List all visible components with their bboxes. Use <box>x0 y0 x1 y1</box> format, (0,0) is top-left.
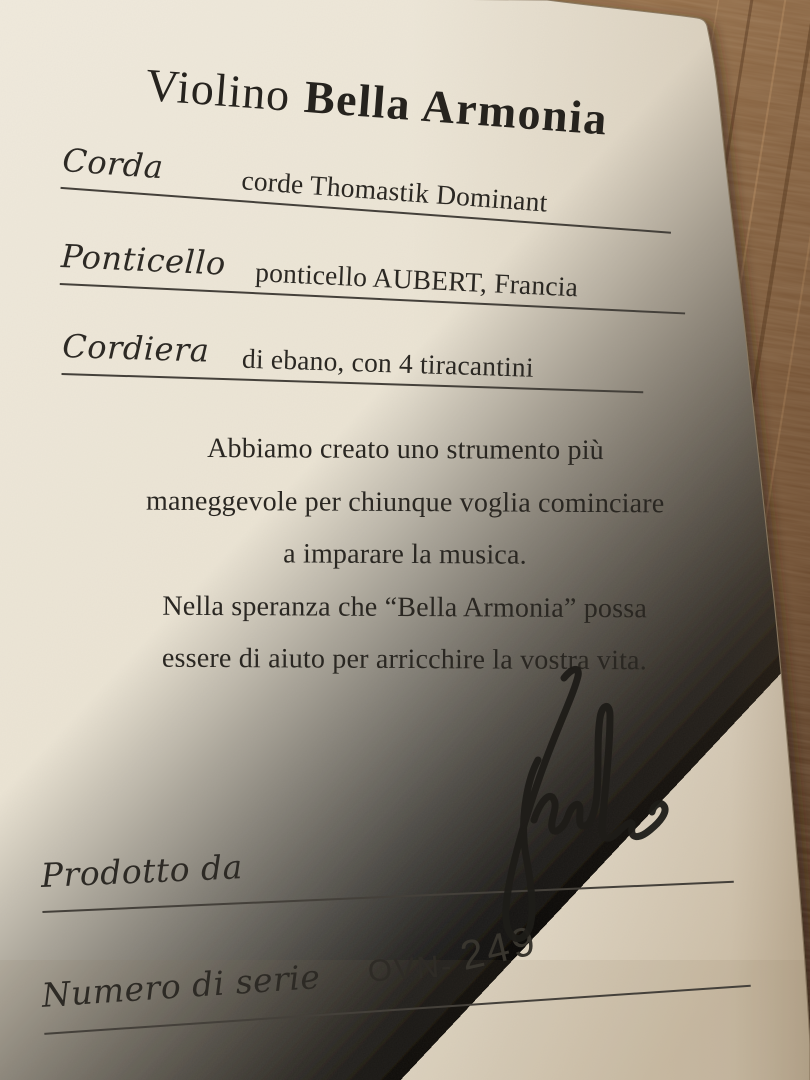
paragraph-line: a imparare la musica. <box>283 538 527 571</box>
field-label-prodotto-da: Prodotto da <box>40 847 244 895</box>
paragraph-line: essere di aiuto per arricchire la vostra vita. <box>161 642 648 677</box>
signature-ink <box>468 660 720 956</box>
field-value-corda: corde Thomastik Dominant <box>240 164 549 218</box>
paragraph-line: Nella speranza che “Bella Armonia” possa <box>162 590 648 624</box>
field-label-corda: Corda <box>61 141 165 187</box>
title-brand: Bella Armonia <box>302 70 610 145</box>
title-instrument: Violino <box>144 58 293 121</box>
field-label-numero-di-serie: Numero di serie <box>40 957 322 1015</box>
paragraph-line: Abbiamo creato uno strumento più <box>207 432 605 467</box>
description-paragraph <box>84 422 725 688</box>
field-value-ponticello: ponticello AUBERT, Francia <box>254 256 579 303</box>
field-value-cordiera: di ebano, con 4 tiracantini <box>241 342 535 383</box>
serial-number-handwritten: 249 <box>455 916 542 979</box>
paragraph-line: maneggevole per chiunque voglia cominciare <box>145 485 665 519</box>
serial-prefix-printed: OVN- <box>366 947 455 989</box>
field-label-ponticello: Ponticello <box>60 237 227 283</box>
field-label-cordiera: Cordiera <box>61 327 211 370</box>
